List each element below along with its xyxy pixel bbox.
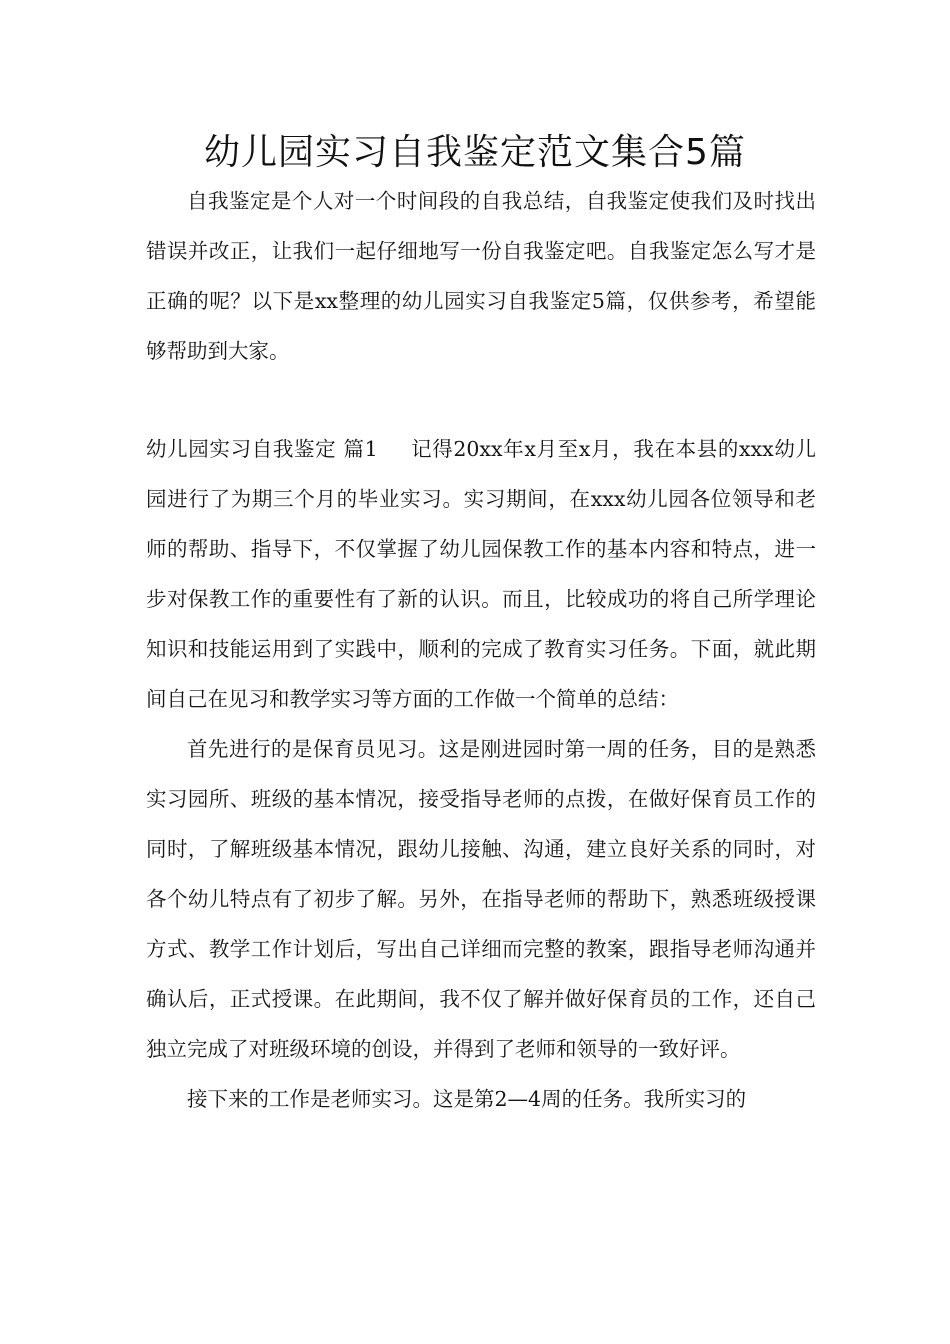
paragraph: 接下来的工作是老师实习。这是第2—4周的任务。我所实习的 <box>187 1087 747 1111</box>
paragraph: 首先进行的是保育员见习。这是刚进园时第一周的任务，目的是熟悉实习园所、班级的基本情况，接受指导老师的点拨，在做好保育员工作的同时，了解班级基本情况，跟幼儿接触、沟通，建立良好关系的同时，对各个幼儿特点有了初步了解。另外，在指导老师的帮助下，熟悉班级授课方式、教学工作计划后，写出自己详细而完整的教案，跟指导老师沟通并确认后，正式授课。在此期间，我不仅了解并做好保育员的工作，还自己独立完成了对班级环境的创设，并得到了老师和领导的一致好评。 <box>146 737 816 1061</box>
document-title: 幼儿园实习自我鉴定范文集合5篇 <box>204 132 746 173</box>
intro-paragraph: 自我鉴定是个人对一个时间段的自我总结，自我鉴定使我们及时找出错误并改正，让我们一起仔细地写一份自我鉴定吧。自我鉴定怎么写才是正确的呢？以下是xx整理的幼儿园实习自我鉴定5篇，仅供参考，希望能够帮助到大家。 <box>146 189 816 363</box>
paragraph-text: 记得20xx年x月至x月，我在本县的xxx幼儿园进行了为期三个月的毕业实习。实习期间，在xxx幼儿园各位领导和老师的帮助、指导下，不仅掌握了幼儿园保教工作的基本内容和特点，进一步对保教工作的重要性有了新的认识。而且，比较成功的将自己所学理论知识和技能运用到了实践中，顺利的完成了教育实习任务。下面，就此期间自己在见习和教学实习等方面的工作做一个简单的总结： <box>146 437 816 711</box>
section-1 <box>146 424 816 1124</box>
intro-block <box>146 176 816 376</box>
section-heading: 幼儿园实习自我鉴定 篇1 <box>146 437 378 461</box>
section-1-first-paragraph <box>146 424 816 724</box>
